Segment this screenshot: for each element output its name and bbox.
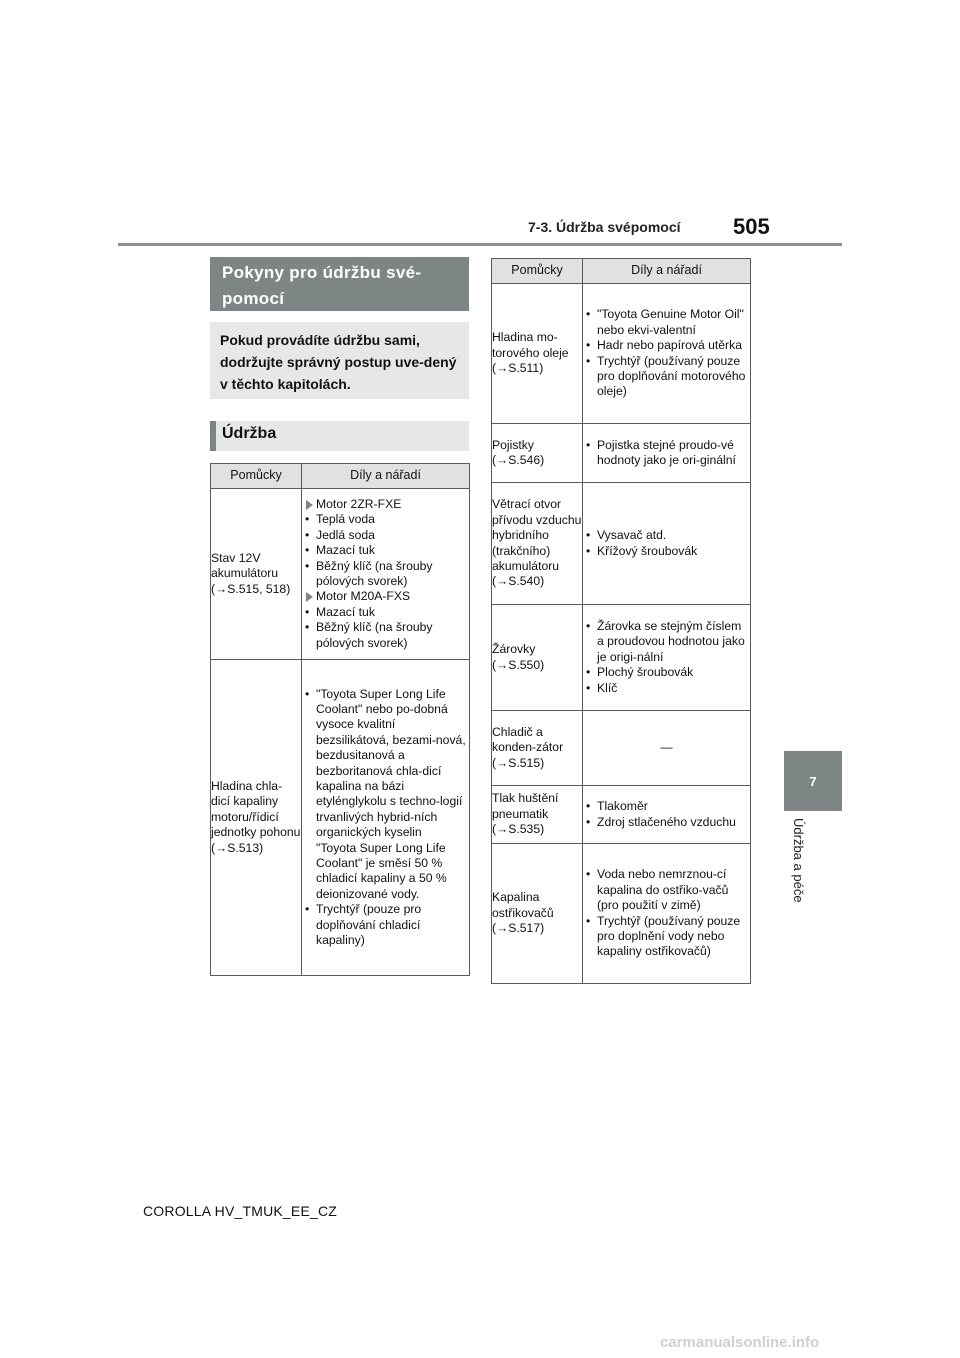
left-table [210, 463, 470, 976]
list-item: • Teplá voda [302, 512, 469, 527]
chapter-label: Údržba a péče [791, 818, 806, 903]
list-item: "Toyota Super Long Life Coolant" je směsí 50 % chladicí kapaliny a 50 % deionizované vody. [316, 840, 447, 901]
tool-cell: Stav 12V akumulátoru (→S.515, 518) [211, 489, 302, 660]
tool-cell: Kapalina ostřikovačů (→S.517) [492, 844, 583, 984]
list-item: • Zdroj stlačeného vzduchu [583, 815, 750, 830]
parts-cell [583, 844, 751, 984]
tools-header: Pomůcky [211, 464, 302, 489]
subheading: Údržba [210, 421, 469, 451]
list-item: • Křížový šroubovák [583, 544, 750, 559]
page-number: 505 [733, 214, 770, 239]
tool-cell: Větrací otvor přívodu vzduchu hybridního (trakčního) akumulátoru (→S.540) [492, 483, 583, 605]
header-rule [118, 243, 842, 246]
list-item: • Trychtýř (pouze pro doplňování chladicí kapaliny) [302, 902, 469, 948]
intro-text: Pokud provádíte údržbu sami, dodržujte správný postup uve-dený v těchto kapitolách. [210, 322, 469, 399]
list-item: • "Toyota Super Long Life Coolant" nebo po-dobná vysoce kvalitní bezsilikátová, bezami-nová, bezdusitanová a bezboritanová chla-dicí kapalina na bázi etylénglykolu s techno-logií trvanlivých hybrid-ních organických kyselin [302, 687, 469, 841]
tools-header: Pomůcky [492, 259, 583, 284]
page-title: Pokyny pro údržbu své-pomocí [210, 257, 469, 311]
parts-cell [583, 483, 751, 605]
list-item: • Žárovka se stejným číslem a proudovou hodnotou jako je origi-nální [583, 619, 750, 665]
list-item: • Plochý šroubovák [583, 665, 750, 680]
tool-cell: Chladič a konden-zátor (→S.515) [492, 711, 583, 786]
list-item: • Mazací tuk [302, 543, 469, 558]
parts-header: Díly a nářadí [302, 464, 470, 489]
list-item: • Vysavač atd. [583, 528, 750, 543]
table-row [492, 483, 751, 605]
table-row [211, 489, 470, 660]
tool-cell: Tlak huštění pneumatik (→S.535) [492, 786, 583, 844]
list-item: • Mazací tuk [302, 605, 469, 620]
chapter-tab[interactable]: 7 [784, 751, 842, 811]
table-row [492, 786, 751, 844]
parts-cell [302, 489, 470, 660]
parts-cell [583, 605, 751, 711]
tool-cell: Žárovky (→S.550) [492, 605, 583, 711]
list-item: • "Toyota Genuine Motor Oil" nebo ekvi-valentní [583, 307, 750, 338]
right-table [491, 258, 751, 984]
parts-header: Díly a nářadí [583, 259, 751, 284]
list-item: • Běžný klíč (na šrouby pólových svorek) [302, 620, 469, 651]
table-row [492, 844, 751, 984]
table-row [492, 711, 751, 786]
parts-cell [302, 660, 470, 976]
table-header-row [211, 464, 470, 489]
table-row [492, 424, 751, 483]
list-item: Motor M20A-FXS [302, 589, 469, 604]
watermark[interactable]: carmanualsonline.info [660, 1334, 820, 1351]
list-item: • Běžný klíč (na šrouby pólových svorek) [302, 559, 469, 590]
table-row [211, 660, 470, 976]
list-item: • Voda nebo nemrznou-cí kapalina do ostřiko-vačů (pro použití v zimě) [583, 867, 750, 913]
list-item: • Hadr nebo papírová utěrka [583, 338, 750, 353]
list-item: Motor 2ZR-FXE [302, 497, 469, 512]
empty-dash: — [660, 740, 673, 755]
tool-cell: Pojistky (→S.546) [492, 424, 583, 483]
list-item: • Jedlá soda [302, 528, 469, 543]
parts-cell [583, 711, 751, 786]
list-item: • Tlakoměr [583, 799, 750, 814]
tool-cell: Hladina chla-dicí kapaliny motoru/řídicí jednotky pohonu (→S.513) [211, 660, 302, 976]
list-item: • Pojistka stejné proudo-vé hodnoty jako je ori-ginální [583, 438, 750, 469]
section-header: 7-3. Údržba svépomocí [528, 219, 681, 235]
tool-cell: Hladina mo-torového oleje (→S.511) [492, 284, 583, 424]
list-item: • Trychtýř (používaný pouze pro doplnění vody nebo kapaliny ostřikovačů) [583, 914, 750, 960]
footer-code: COROLLA HV_TMUK_EE_CZ [143, 1203, 338, 1219]
table-header-row [492, 259, 751, 284]
table-row [492, 284, 751, 424]
parts-cell [583, 284, 751, 424]
list-item: • Trychtýř (používaný pouze pro doplňování motorového oleje) [583, 354, 750, 400]
table-row [492, 605, 751, 711]
list-item: • Klíč [583, 681, 750, 696]
parts-cell [583, 786, 751, 844]
parts-cell [583, 424, 751, 483]
